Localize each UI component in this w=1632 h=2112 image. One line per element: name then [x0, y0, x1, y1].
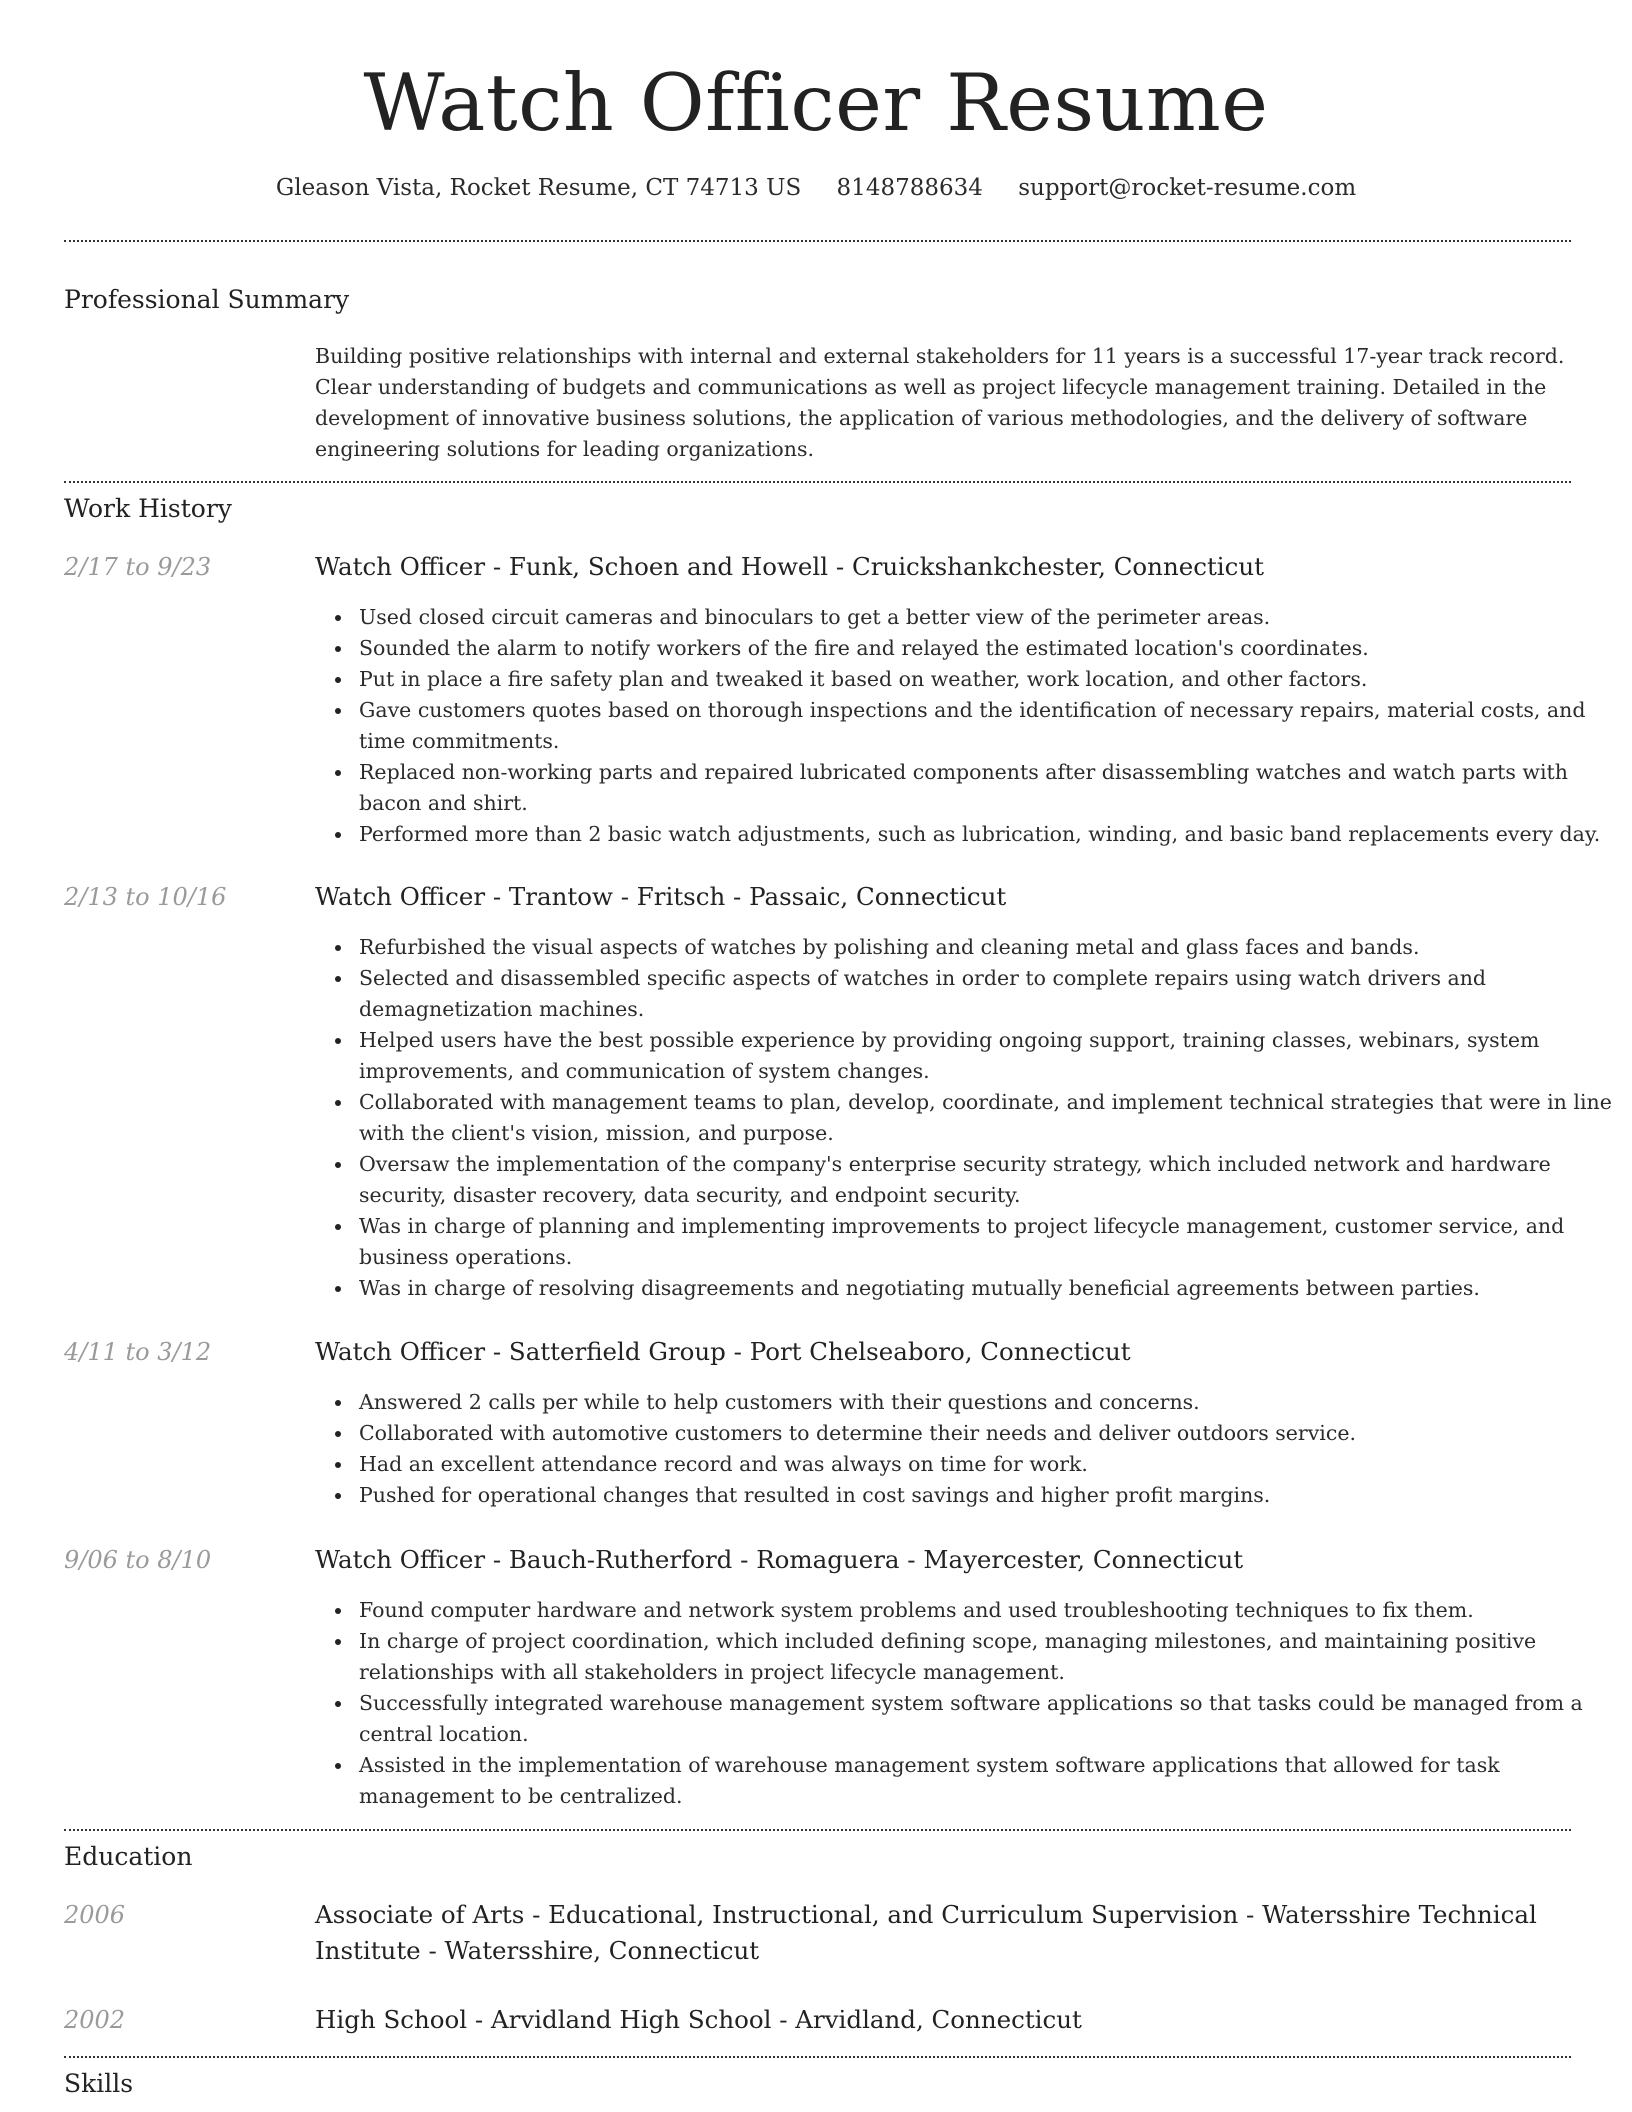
list-item: Gave customers quotes based on thorough inspections and the identification of necessary repairs, material costs, and time commitments.: [359, 695, 1614, 757]
contact-line: [0, 170, 1632, 206]
education-heading: Education: [64, 1842, 193, 1871]
list-item: Collaborated with automotive customers to determine their needs and deliver outdoors service.: [359, 1418, 1614, 1449]
list-item: Was in charge of resolving disagreements and negotiating mutually beneficial agreements between parties.: [359, 1273, 1614, 1304]
skills-heading: Skills: [64, 2069, 134, 2098]
job-date: 9/06 to 8/10: [64, 1546, 212, 1574]
job-date: 4/11 to 3/12: [64, 1338, 212, 1366]
list-item: Answered 2 calls per while to help customers with their questions and concerns.: [359, 1387, 1614, 1418]
education-title: High School - Arvidland High School - Arvidland, Connecticut: [315, 2005, 1082, 2034]
divider: [64, 240, 1571, 242]
list-item: Replaced non-working parts and repaired lubricated components after disassembling watches and watch parts with bacon and shirt.: [359, 757, 1614, 819]
divider: [64, 2056, 1571, 2058]
list-item: Performed more than 2 basic watch adjustments, such as lubrication, winding, and basic band replacements every day.: [359, 819, 1614, 850]
job-bullets: [315, 1387, 1614, 1511]
education-title: Associate of Arts - Educational, Instructional, and Curriculum Supervision - Watersshire Technical Institute - Watersshire, Connecticut: [315, 1900, 1537, 1965]
summary-heading: Professional Summary: [64, 285, 350, 314]
list-item: Assisted in the implementation of warehouse management system software applications that allowed for task management to be centralized.: [359, 1750, 1614, 1812]
divider: [64, 481, 1571, 483]
list-item: Successfully integrated warehouse management system software applications so that tasks could be managed from a central location.: [359, 1688, 1614, 1750]
resume-title: Watch Officer Resume: [363, 57, 1269, 149]
job-date: 2/13 to 10/16: [64, 883, 227, 911]
education-date: 2002: [64, 2006, 126, 2034]
job-title: Watch Officer - Trantow - Fritsch - Passaic, Connecticut: [315, 882, 1007, 911]
list-item: In charge of project coordination, which included defining scope, managing milestones, and maintaining positive relationships with all stakeholders in project lifecycle management.: [359, 1626, 1614, 1688]
list-item: Found computer hardware and network system problems and used troubleshooting techniques to fix them.: [359, 1595, 1614, 1626]
list-item: Was in charge of planning and implementing improvements to project lifecycle management, customer service, and business operations.: [359, 1211, 1614, 1273]
job-date: 2/17 to 9/23: [64, 553, 212, 581]
summary-text: Building positive relationships with internal and external stakeholders for 11 years is a successful 17-year track record. Clear understanding of budgets and communications as well as project lifecycle management training. Detailed in the development of innovative business solutions, the application of various methodologies, and the delivery of software engineering solutions for leading organizations.: [315, 344, 1565, 461]
education-date: 2006: [64, 1901, 126, 1929]
job-bullets: [315, 932, 1614, 1304]
job-bullets: [315, 1595, 1614, 1812]
list-item: Collaborated with management teams to plan, develop, coordinate, and implement technical strategies that were in line with the client's vision, mission, and purpose.: [359, 1087, 1614, 1149]
list-item: Oversaw the implementation of the company's enterprise security strategy, which included network and hardware security, disaster recovery, data security, and endpoint security.: [359, 1149, 1614, 1211]
list-item: Put in place a fire safety plan and tweaked it based on weather, work location, and other factors.: [359, 664, 1614, 695]
list-item: Had an excellent attendance record and was always on time for work.: [359, 1449, 1614, 1480]
contact-address: Gleason Vista, Rocket Resume, CT 74713 US: [275, 175, 802, 201]
job-title: Watch Officer - Bauch-Rutherford - Romaguera - Mayercester, Connecticut: [315, 1545, 1244, 1574]
list-item: Refurbished the visual aspects of watches by polishing and cleaning metal and glass faces and bands.: [359, 932, 1614, 963]
contact-phone: 8148788634: [836, 175, 983, 201]
list-item: Used closed circuit cameras and binoculars to get a better view of the perimeter areas.: [359, 602, 1614, 633]
divider: [64, 1829, 1571, 1831]
job-bullets: [315, 602, 1614, 850]
job-title: Watch Officer - Satterfield Group - Port Chelseaboro, Connecticut: [315, 1337, 1131, 1366]
list-item: Selected and disassembled specific aspects of watches in order to complete repairs using watch drivers and demagnetization machines.: [359, 963, 1614, 1025]
list-item: Pushed for operational changes that resulted in cost savings and higher profit margins.: [359, 1480, 1614, 1511]
work-history-heading: Work History: [64, 494, 232, 523]
job-title: Watch Officer - Funk, Schoen and Howell - Cruickshankchester, Connecticut: [315, 552, 1264, 581]
list-item: Sounded the alarm to notify workers of the fire and relayed the estimated location's coordinates.: [359, 633, 1614, 664]
contact-email[interactable]: support@rocket-resume.com: [1018, 175, 1357, 201]
list-item: Helped users have the best possible experience by providing ongoing support, training classes, webinars, system improvements, and communication of system changes.: [359, 1025, 1614, 1087]
